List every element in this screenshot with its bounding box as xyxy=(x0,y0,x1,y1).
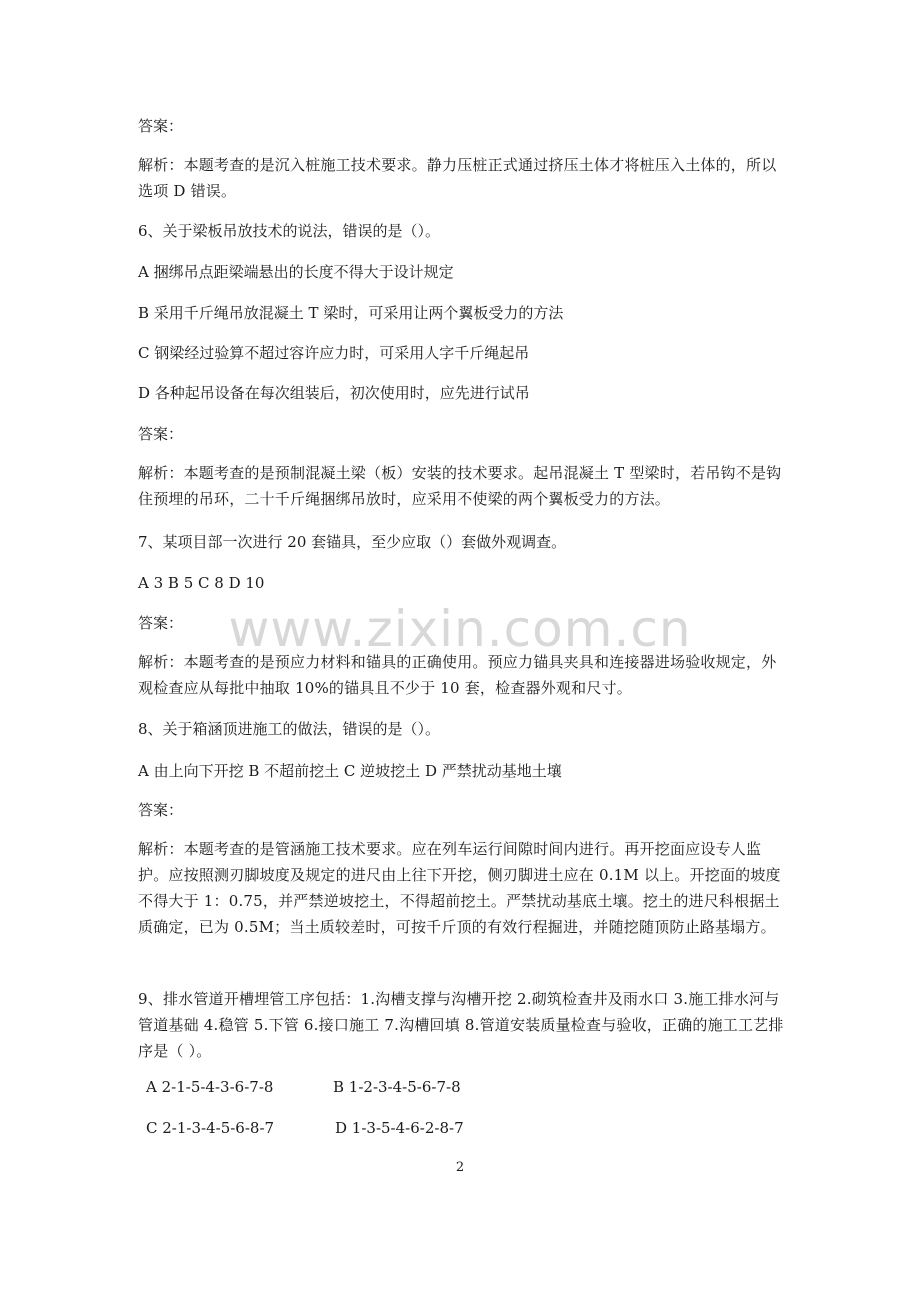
question-6: 6、关于梁板吊放技术的说法，错误的是（）。 xyxy=(138,222,441,240)
q9-option-a: A 2-1-5-4-3-6-7-8 xyxy=(146,1078,274,1096)
q6-option-c: C 钢梁经过验算不超过容许应力时，可采用人字千斤绳起吊 xyxy=(138,344,530,362)
explanation-q7: 解析：本题考查的是预应力材料和锚具的正确使用。预应力锚具夹具和连接器进场验收规定，外观检查应从每批中抽取 10%的锚具且不少于 10 套，检查器外观和尺寸。 xyxy=(138,653,777,697)
question-7: 7、某项目部一次进行 20 套锚具，至少应取（）套做外观调查。 xyxy=(138,533,567,551)
explanation-q5: 解析：本题考查的是沉入桩施工技术要求。静力压桩正式通过挤压土体才将桩压入土体的，所以选项 D 错误。 xyxy=(138,156,777,200)
q9-option-b: B 1-2-3-4-5-6-7-8 xyxy=(333,1078,461,1096)
answer-label: 答案： xyxy=(138,425,184,443)
question-9: 9、排水管道开槽埋管工序包括：1.沟槽支撑与沟槽开挖 2.砌筑检查井及雨水口 3.施工排水河与管道基础 4.稳管 5.下管 6.接口施工 7.沟槽回填 8.管道安装质量检查与验收，正确的施工工艺排序是（ ）。 xyxy=(138,990,784,1060)
question-8: 8、关于箱涵顶进施工的做法，错误的是（）。 xyxy=(138,720,441,738)
q9-option-c: C 2-1-3-4-5-6-8-7 xyxy=(146,1119,275,1137)
answer-label: 答案： xyxy=(138,614,184,632)
q6-option-a: A 捆绑吊点距梁端悬出的长度不得大于设计规定 xyxy=(138,263,454,281)
answer-label: 答案： xyxy=(138,117,184,135)
watermark: www.zixin.com.cn xyxy=(228,600,692,658)
q9-option-d: D 1-3-5-4-6-2-8-7 xyxy=(335,1119,464,1137)
q6-option-d: D 各种起吊设备在每次组装后，初次使用时，应先进行试吊 xyxy=(138,384,530,402)
q7-options: A 3 B 5 C 8 D 10 xyxy=(138,574,265,592)
page-number: 2 xyxy=(455,1160,465,1175)
q6-option-b: B 采用千斤绳吊放混凝土 T 梁时，可采用让两个翼板受力的方法 xyxy=(138,304,564,322)
answer-label: 答案： xyxy=(138,801,184,819)
explanation-q8: 解析：本题考查的是管涵施工技术要求。应在列车运行间隙时间内进行。再开挖面应设专人监护。应按照测刃脚坡度及规定的进尺由上往下开挖，侧刃脚进土应在 0.1M 以上。开挖面的坡度不得大于 1：0.75，并严禁逆坡挖土，不得超前挖土。严禁扰动基底土壤。挖土的进尺科根据土质确定，已为 0.5M；当土质较差时，可按千斤顶的有效行程掘进，并随挖随顶防止路基塌方。 xyxy=(138,840,781,936)
q8-options: A 由上向下开挖 B 不超前挖土 C 逆坡挖土 D 严禁扰动基地土壤 xyxy=(138,762,562,780)
explanation-q6: 解析：本题考查的是预制混凝土梁（板）安装的技术要求。起吊混凝土 T 型梁时，若吊钩不是钩住预埋的吊环，二十千斤绳捆绑吊放时，应采用不使梁的两个翼板受力的方法。 xyxy=(138,464,782,508)
